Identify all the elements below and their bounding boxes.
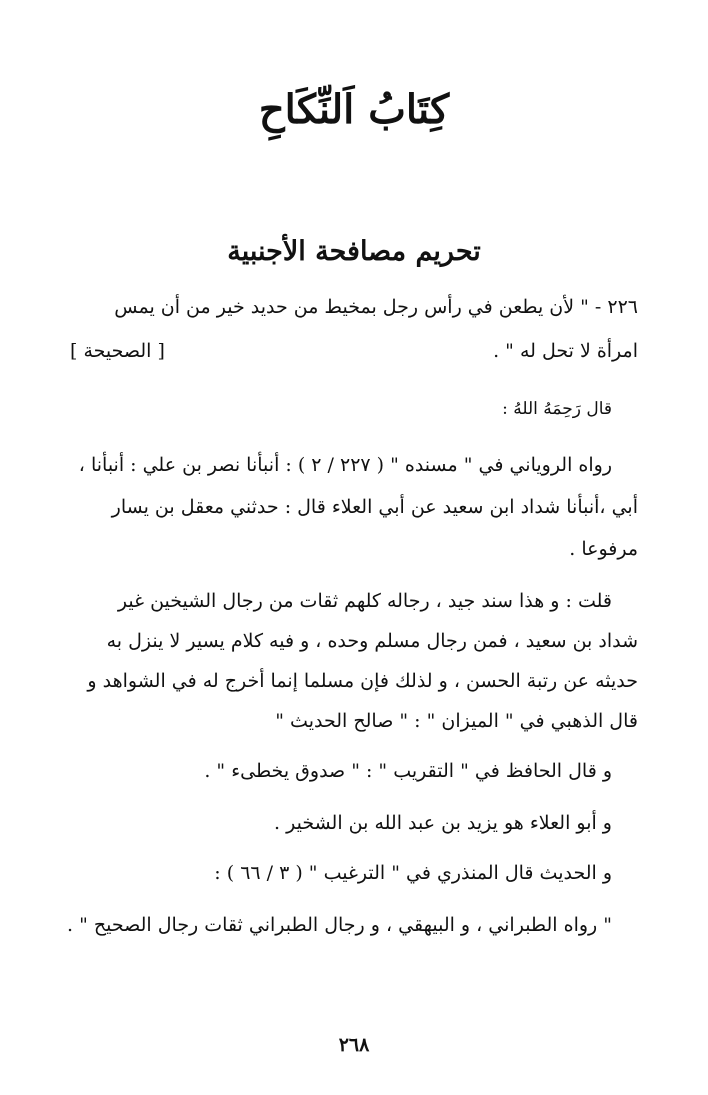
page-number: ٢٦٨ bbox=[338, 1034, 370, 1056]
section-heading: تحريم مصافحة الأجنبية bbox=[227, 236, 481, 267]
author-intro: قال رَحِمَهُ اللهُ : bbox=[502, 399, 612, 419]
narration-line-2: أبي ،أنبأنا شداد ابن سعيد عن أبي العلاء قال : حدثني معقل بن يسار bbox=[111, 496, 638, 518]
tabarani-quote: " رواه الطبراني ، و البيهقي ، و رجال الطبراني ثقات رجال الصحيح " . bbox=[67, 914, 612, 936]
narration-line-3: مرفوعا . bbox=[569, 538, 638, 560]
grade-label: [ الصحيحة ] bbox=[70, 340, 165, 362]
abu-alaa-statement: و أبو العلاء هو يزيد بن عبد الله بن الشخير . bbox=[274, 812, 612, 834]
mundhiri-statement: و الحديث قال المنذري في " الترغيب " ( ٣ / ٦٦ ) : bbox=[214, 862, 612, 884]
commentary-line-3: حديثه عن رتبة الحسن ، و لذلك فإن مسلما إنما أخرج له في الشواهد و bbox=[87, 670, 638, 692]
chapter-title: كِتَابُ اَلنِّكَاحِ bbox=[258, 86, 450, 133]
commentary-line-1: قلت : و هذا سند جيد ، رجاله كلهم ثقات من رجال الشيخين غير bbox=[117, 590, 612, 612]
narration-line-1: رواه الروياني في " مسنده " ( ٢٢٧ / ٢ ) : أنبأنا نصر بن علي : أنبأنا ، bbox=[78, 454, 612, 476]
commentary-line-2: شداد بن سعيد ، فمن رجال مسلم وحده ، و فيه كلام يسير لا ينزل به bbox=[106, 630, 638, 652]
commentary-line-4: قال الذهبي في " الميزان " : " صالح الحديث " bbox=[275, 710, 638, 732]
hadith-text-line-2: امرأة لا تحل له " . bbox=[493, 340, 638, 362]
hadith-text-line-1: ٢٢٦ - " لأن يطعن في رأس رجل بمخيط من حديد خير من أن يمس bbox=[114, 296, 638, 318]
hafiz-statement: و قال الحافظ في " التقريب " : " صدوق يخطىء " . bbox=[204, 760, 612, 782]
